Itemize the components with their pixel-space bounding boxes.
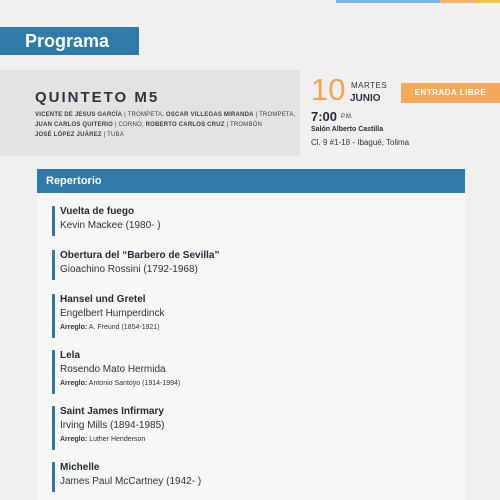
top-accent-stripe	[336, 0, 440, 3]
piece-title: Lela	[60, 350, 81, 361]
arranger-name: Antonio Santoyo (1914-1994)	[88, 380, 181, 387]
piece-composer: Irving Mills (1894-1985)	[60, 420, 165, 431]
date-day: 10	[311, 72, 346, 107]
item-accent-bar	[52, 250, 55, 280]
piece-composer: Rosendo Mato Hermida	[60, 364, 166, 375]
top-accent-stripe	[476, 0, 500, 3]
item-accent-bar	[52, 406, 55, 450]
performer-name: JUAN CARLOS QUITERIO	[35, 122, 114, 128]
piece-arranger	[60, 436, 145, 443]
date-weekday: MARTES	[351, 81, 388, 90]
venue-address: Cl. 9 #1-18 - Ibagué, Tolima	[311, 138, 410, 147]
repertoire-item	[52, 250, 432, 282]
piece-composer: Gioachino Rossini (1792-1968)	[60, 264, 198, 275]
performer-instrument: TROMPETA,	[127, 112, 165, 118]
performer-name: OSCAR VILLEGAS MIRANDA	[165, 112, 254, 118]
item-accent-bar	[52, 206, 55, 236]
performer-instrument: TUBA	[107, 132, 124, 138]
repertoire-header: Repertorio	[37, 169, 465, 193]
item-accent-bar	[52, 294, 55, 338]
section-title: Programa	[0, 27, 139, 55]
arranger-label: Arreglo:	[60, 324, 88, 331]
date-month: JUNIO	[350, 93, 381, 104]
piece-composer: Kevin Mackee (1980- )	[60, 220, 161, 231]
piece-composer: James Paul McCartney (1942- )	[60, 476, 202, 487]
item-accent-bar	[52, 350, 55, 394]
piece-title: Obertura del “Barbero de Sevilla”	[60, 250, 220, 261]
repertoire-item	[52, 406, 432, 450]
repertoire-item	[52, 350, 432, 394]
repertoire-item	[52, 294, 432, 338]
performer-name: ROBERTO CARLOS CRUZ	[145, 122, 225, 128]
performer-instrument: TROMBÓN	[230, 122, 263, 128]
event-time: 7:00	[311, 109, 338, 124]
repertoire-item	[52, 462, 432, 492]
piece-title: Michelle	[60, 462, 100, 473]
repertoire-item	[52, 206, 432, 238]
performer-instrument: TROMPETA,	[259, 112, 296, 118]
repertoire-panel	[37, 193, 465, 500]
performer-instrument: CORNO,	[118, 122, 144, 128]
venue-name: Salón Alberto Castilla	[311, 126, 384, 133]
arranger-name: A. Freund (1854-1921)	[88, 324, 160, 331]
performer-name: JOSÉ LÓPEZ JUÁREZ	[35, 132, 102, 138]
arranger-label: Arreglo:	[60, 380, 88, 387]
piece-arranger	[60, 324, 160, 331]
top-accent-stripe	[440, 0, 476, 3]
event-title: QUINTETO M5	[35, 89, 160, 106]
piece-arranger	[60, 380, 180, 387]
piece-title: Vuelta de fuego	[60, 206, 135, 217]
piece-title: Hansel und Gretel	[60, 294, 146, 305]
admission-badge: ENTRADA LIBRE	[401, 83, 500, 103]
performers-list: VICENTE DE JESUS GARCÍA | TROMPETA, OSCAR VILLEGAS MIRANDA | TROMPETA, JUAN CARLOS QUITERIO | CORNO, ROBERTO CARLOS CRUZ | TROMBÓN JOSÉ LÓPEZ JUÁREZ | TUBA	[35, 112, 296, 138]
item-accent-bar	[52, 462, 55, 492]
piece-composer: Engelbert Humperdinck	[60, 308, 165, 319]
performer-name: VICENTE DE JESUS GARCÍA	[35, 112, 123, 118]
arranger-label: Arreglo:	[60, 436, 88, 443]
event-time-suffix: P.M.	[341, 114, 353, 120]
piece-title: Saint James Infirmary	[60, 406, 164, 417]
arranger-name: Luther Henderson	[89, 436, 146, 443]
